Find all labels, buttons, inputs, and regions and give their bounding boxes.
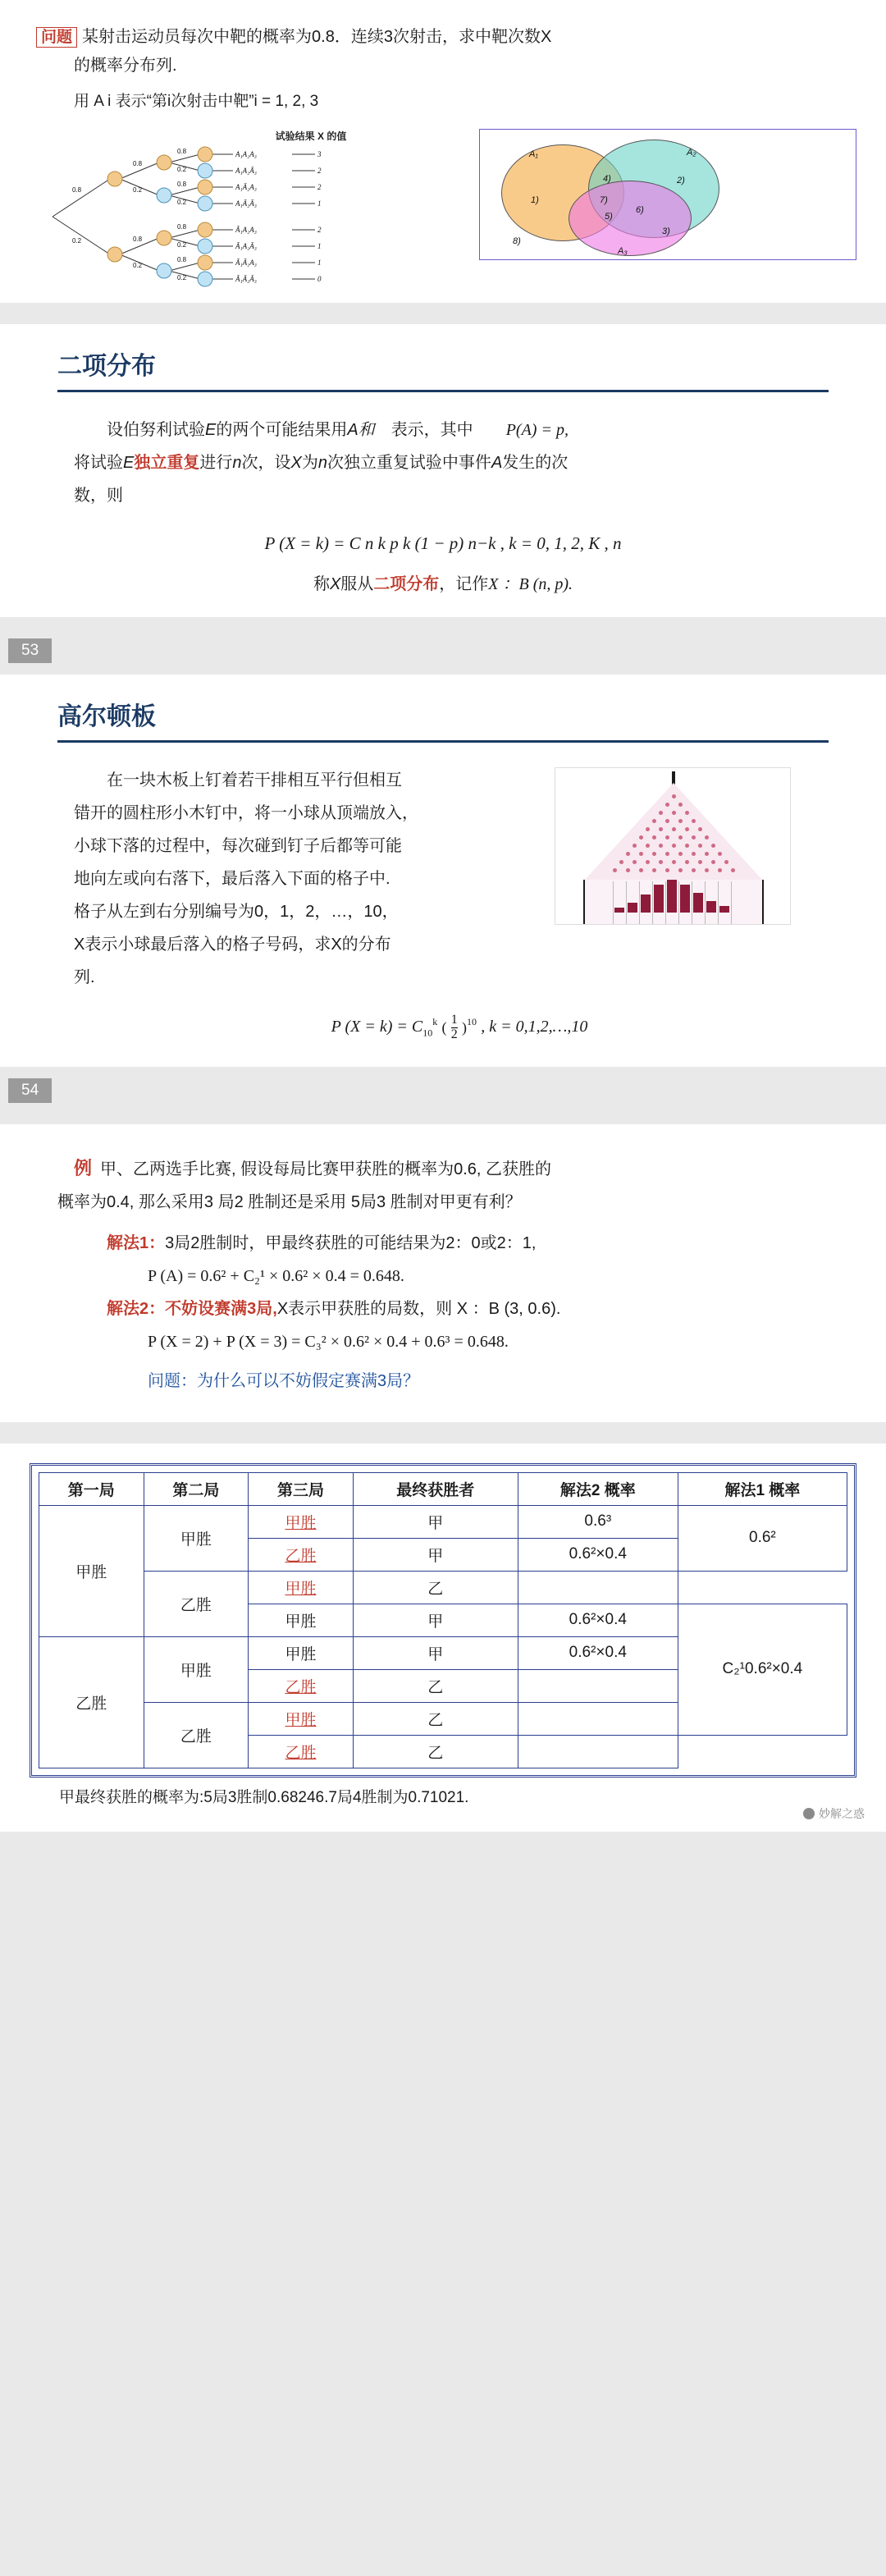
svg-text:3: 3: [317, 150, 322, 158]
solution-1: [107, 1227, 829, 1260]
venn-label-a2: A₂: [687, 148, 696, 158]
watermark-label: 妙解之惑: [819, 1806, 865, 1820]
svg-text:0.8: 0.8: [177, 256, 187, 263]
venn-box: [479, 129, 856, 260]
solution-1-tag: 解法1：: [107, 1233, 166, 1252]
solution-1-text: 3局2胜制时，甲最终获胜的可能结果为2：0或2：1,: [165, 1233, 537, 1252]
galton-pegs: [583, 791, 764, 883]
slide-gap-4: [0, 1422, 886, 1444]
cell-winner: 乙: [353, 1735, 518, 1768]
venn-label-4: 4): [603, 174, 611, 184]
cell-prob2: [518, 1669, 678, 1702]
cell-winner: 乙: [353, 1669, 518, 1702]
svg-text:1: 1: [317, 259, 322, 267]
solution-2-tag: 解法2：: [107, 1299, 166, 1318]
svg-text:0.8: 0.8: [177, 148, 187, 155]
galton-description: [74, 764, 533, 994]
slide-example: [0, 1124, 886, 1422]
table-frame: [30, 1463, 856, 1778]
galton-p5: 格子从左到右分别编号为0，1，2，…，10，: [74, 903, 399, 921]
galton-p7: 列.: [74, 968, 95, 986]
cell-winner: 乙: [353, 1702, 518, 1735]
th-round1: 第一局: [39, 1472, 144, 1505]
venn-label-8: 8): [513, 236, 521, 246]
cell-prob2: 0.6²×0.4: [518, 1538, 678, 1571]
svg-text:0.8: 0.8: [177, 181, 187, 188]
tree-diagram-svg: [36, 144, 463, 288]
slide-gap-3: [0, 1103, 886, 1124]
venn-label-5: 5): [605, 212, 613, 222]
svg-text:2: 2: [317, 226, 322, 234]
cell-prob1: C₂¹0.6²×0.4: [678, 1604, 847, 1735]
cell-round3: 乙胜: [249, 1735, 354, 1768]
solution-1-formula: P (A) = 0.6² + C₂¹ × 0.6² × 0.4 = 0.648.: [148, 1266, 404, 1285]
example-line-1: [57, 1152, 829, 1186]
galton-board-figure: [555, 767, 801, 994]
solution-2-formula: P (X = 2) + P (X = 3) = C₃² × 0.6² × 0.4 + 0.6³ = 0.648.: [148, 1332, 509, 1351]
slide-54: [0, 675, 886, 1067]
galton-board-image: [555, 767, 791, 925]
svg-text:0.2: 0.2: [133, 262, 143, 269]
watermark-icon: [803, 1808, 815, 1819]
cell-round3: 甲胜: [249, 1571, 354, 1604]
cell-round3: 甲胜: [249, 1604, 354, 1636]
cell-prob2: [518, 1735, 678, 1768]
venn-figure: [479, 129, 856, 260]
event-definition: 用 A i 表示“第i次射击中靶”i = 1, 2, 3: [74, 93, 319, 110]
venn-label-a3: A₃: [618, 246, 628, 256]
th-round2: 第二局: [144, 1472, 249, 1505]
bernoulli-line-1: 设伯努利试验E的两个可能结果用A和 表示，其中 P(A) = p,: [107, 421, 569, 439]
slide-gap-2: [0, 663, 886, 675]
slide-53: [0, 324, 886, 617]
follow-up-question: 问题：为什么可以不妨假定赛满3局？: [148, 1371, 420, 1390]
cell-round3: 甲胜: [249, 1505, 354, 1538]
svg-text:Ā₁Ā₂A₃: Ā₁Ā₂A₃: [235, 259, 257, 267]
cell-round3: 乙胜: [249, 1538, 354, 1571]
th-round3: 第三局: [249, 1472, 354, 1505]
svg-text:0.2: 0.2: [177, 166, 187, 173]
page-number: 53: [8, 638, 52, 663]
watermark: [803, 1805, 865, 1822]
svg-text:Ā₁A₂A₃: Ā₁A₂A₃: [235, 226, 257, 234]
svg-text:0.2: 0.2: [133, 186, 143, 194]
svg-text:A₁A₂Ā₃: A₁A₂Ā₃: [235, 167, 257, 175]
tree-title: 试验结果 X 的值: [275, 130, 347, 142]
table-row: [39, 1571, 847, 1604]
slide-53-body: [0, 392, 886, 601]
svg-text:0.8: 0.8: [177, 223, 187, 231]
galton-p3: 小球下落的过程中，每次碰到钉子后都等可能: [74, 837, 402, 855]
example-text-1: 甲、乙两选手比赛, 假设每局比赛甲获胜的概率为0.6, 乙获胜的: [100, 1160, 552, 1178]
example-tag: 例: [74, 1157, 93, 1178]
cell-prob2: 0.6³: [518, 1505, 678, 1538]
svg-text:0.2: 0.2: [72, 237, 82, 245]
figures-row: [36, 129, 850, 288]
cell-winner: 甲: [353, 1604, 518, 1636]
svg-text:0.2: 0.2: [177, 241, 187, 249]
cell-prob1: 0.6²: [678, 1505, 847, 1571]
page-number-bar-54: [0, 1067, 886, 1103]
th-prob-sol1: 解法1 概率: [678, 1472, 847, 1505]
bernoulli-line-3: 数，则: [74, 487, 123, 505]
cell-prob2: 0.6²×0.4: [518, 1636, 678, 1669]
svg-text:A₁A₂A₃: A₁A₂A₃: [235, 150, 257, 158]
cell-winner: 乙: [353, 1571, 518, 1604]
svg-text:Ā₁Ā₂Ā₃: Ā₁Ā₂Ā₃: [235, 275, 257, 283]
outcomes-table: [39, 1472, 847, 1768]
cell-prob2: 0.6²×0.4: [518, 1604, 678, 1636]
slide-52: [0, 0, 886, 303]
cell-prob2: [518, 1571, 678, 1604]
binomial-formula: P (X = k) = C n k p k (1 − p) n−k , k = 0, 1, 2, K , n: [264, 533, 622, 553]
svg-text:0.8: 0.8: [133, 160, 143, 167]
galton-p2: 错开的圆柱形小木钉中，将一小球从顶端放入，: [74, 804, 418, 822]
svg-text:A₁Ā₂A₃: A₁Ā₂A₃: [235, 183, 257, 191]
venn-circle-a3: [569, 181, 692, 256]
cell-round2: 乙胜: [144, 1571, 249, 1636]
cell-winner: 甲: [353, 1538, 518, 1571]
bernoulli-line-4: 称X服从二项分布，记作X ：B (n, p).: [313, 575, 573, 593]
cell-prob2: [518, 1702, 678, 1735]
svg-text:0.8: 0.8: [72, 186, 82, 194]
venn-label-6: 6): [636, 205, 644, 215]
problem-statement: [36, 23, 850, 52]
galton-p6: X表示小球最后落入的格子号码，求X的分布: [74, 936, 391, 954]
svg-text:A₁Ā₂Ā₃: A₁Ā₂Ā₃: [235, 199, 257, 208]
venn-label-a1: A₁: [529, 149, 538, 159]
solution-2-text: X表示甲获胜的局数，则 X ：B (3, 0.6).: [276, 1299, 561, 1318]
table-footer-note: 甲最终获胜的概率为:5局3胜制0.68246.7局4胜制为0.71021.: [59, 1788, 469, 1806]
slide-54-body: [0, 743, 886, 994]
svg-text:Ā₁A₂Ā₃: Ā₁A₂Ā₃: [235, 242, 257, 250]
svg-text:2: 2: [317, 183, 322, 191]
cell-round3: 甲胜: [249, 1702, 354, 1735]
page-number-bar-53: [0, 617, 886, 663]
page-number-54: 54: [8, 1078, 52, 1103]
slide-53-title: 二项分布: [57, 353, 156, 380]
th-winner: 最终获胜者: [353, 1472, 518, 1505]
problem-text-cont: 的概率分布列.: [74, 57, 177, 75]
cell-winner: 甲: [353, 1636, 518, 1669]
cell-round2: 甲胜: [144, 1636, 249, 1702]
th-prob-sol2: 解法2 概率: [518, 1472, 678, 1505]
cell-round3: 乙胜: [249, 1669, 354, 1702]
solution-2: [107, 1293, 829, 1325]
slide-gap: [0, 303, 886, 324]
venn-label-1: 1): [531, 195, 539, 205]
cell-round3: 甲胜: [249, 1636, 354, 1669]
galton-formula: P $(X = k) = C_{10}^k$ ( $\frac{1}{2}$ )$^{10}$ , k = 0,1,2,…,10: [331, 1013, 588, 1041]
slide-table: [0, 1444, 886, 1832]
probability-tree-figure: [36, 129, 463, 288]
svg-text:0.8: 0.8: [133, 236, 143, 243]
svg-text:1: 1: [317, 199, 322, 208]
galton-p4: 地向左或向右落下，最后落入下面的格子中.: [74, 870, 390, 888]
svg-text:1: 1: [317, 242, 322, 250]
svg-text:2: 2: [317, 167, 322, 175]
galton-house: [583, 783, 764, 914]
svg-text:0.2: 0.2: [177, 199, 187, 206]
bernoulli-line-2: 将试验E独立重复进行n次，设X为n次独立重复试验中事件A发生的次: [74, 454, 569, 472]
galton-p1: 在一块木板上钉着若干排相互平行但相互: [107, 771, 402, 789]
table-header-row: [39, 1472, 847, 1505]
cell-winner: 甲: [353, 1505, 518, 1538]
venn-label-2: 2): [677, 176, 685, 185]
cell-round2: 甲胜: [144, 1505, 249, 1571]
venn-label-3: 3): [662, 226, 670, 236]
cell-round1: 乙胜: [39, 1636, 144, 1768]
cell-round1: 甲胜: [39, 1505, 144, 1636]
solution-2-red: 不妨设赛满3局,: [165, 1299, 277, 1318]
venn-label-7: 7): [600, 195, 608, 205]
table-row: [39, 1505, 847, 1538]
slide-54-title: 高尔顿板: [57, 703, 156, 730]
cell-round2: 乙胜: [144, 1702, 249, 1768]
svg-text:0: 0: [317, 275, 322, 283]
problem-text: 某射击运动员每次中靶的概率为0.8．连续3次射击，求中靶次数X: [82, 28, 552, 46]
example-line-2: 概率为0.4, 那么采用3 局2 胜制还是采用 5局3 胜制对甲更有利？: [57, 1192, 522, 1211]
svg-text:0.2: 0.2: [177, 274, 187, 281]
problem-tag: 问题: [36, 27, 77, 48]
